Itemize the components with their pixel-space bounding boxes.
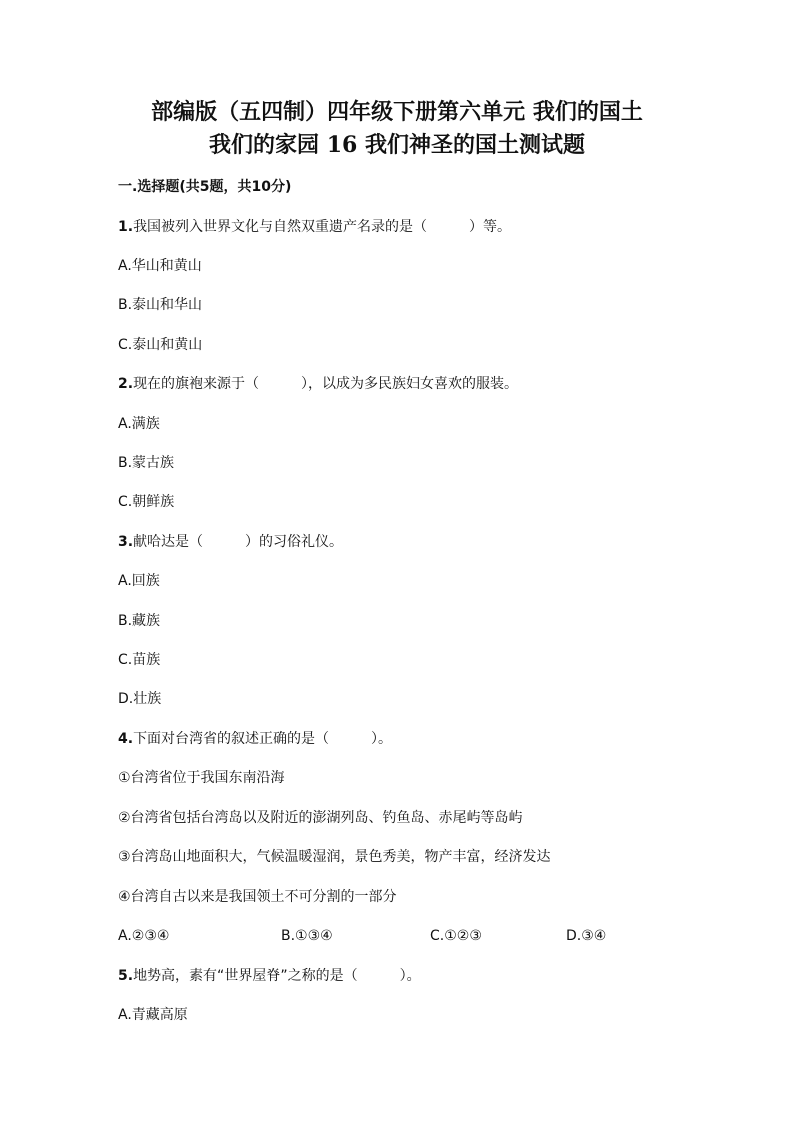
question-number: 5. bbox=[118, 968, 134, 984]
section-heading: 一.选择题(共5题，共10分) bbox=[118, 179, 292, 195]
question-number: 1. bbox=[118, 219, 134, 235]
option-2b: B.蒙古族 bbox=[118, 455, 175, 471]
option-4c: C.①②③ bbox=[430, 928, 482, 944]
statement-2: ②台湾省包括台湾岛以及附近的澎湖列岛、钓鱼岛、赤尾屿等岛屿 bbox=[118, 810, 523, 826]
option-1a: A.华山和黄山 bbox=[118, 258, 202, 274]
page-title-line-1: 部编版（五四制）四年级下册第六单元 我们的国土 bbox=[151, 99, 643, 125]
question-text: 现在的旗袍来源于（ ），以成为多民族妇女喜欢的服装。 bbox=[133, 376, 519, 392]
option-2a: A.满族 bbox=[118, 416, 160, 432]
question-1 bbox=[118, 217, 511, 237]
option-1b: B.泰山和华山 bbox=[118, 297, 203, 313]
option-4a: A.②③④ bbox=[118, 928, 170, 944]
statement-4: ④台湾自古以来是我国领土不可分割的一部分 bbox=[118, 889, 397, 905]
option-3a: A.回族 bbox=[118, 573, 160, 589]
question-text: 下面对台湾省的叙述正确的是（ ）。 bbox=[133, 731, 393, 747]
option-3d: D.壮族 bbox=[118, 691, 162, 707]
option-4b: B.①③④ bbox=[281, 928, 333, 944]
option-4d: D.③④ bbox=[566, 928, 607, 944]
option-1c: C.泰山和黄山 bbox=[118, 337, 203, 353]
option-3c: C.苗族 bbox=[118, 652, 161, 668]
question-4 bbox=[118, 729, 392, 749]
question-3 bbox=[118, 532, 343, 552]
question-text: 地势高，素有“世界屋脊”之称的是（ ）。 bbox=[133, 968, 421, 984]
question-number: 2. bbox=[118, 376, 134, 392]
question-2 bbox=[118, 374, 518, 394]
question-number: 4. bbox=[118, 731, 134, 747]
question-text: 献哈达是（ ）的习俗礼仪。 bbox=[133, 534, 344, 550]
question-5 bbox=[118, 966, 421, 986]
page-title-line-2: 我们的家园 16 我们神圣的国土测试题 bbox=[209, 132, 585, 158]
option-5a: A.青藏高原 bbox=[118, 1007, 188, 1023]
statement-3: ③台湾岛山地面积大，气候温暖湿润，景色秀美，物产丰富，经济发达 bbox=[118, 849, 551, 865]
statement-1: ①台湾省位于我国东南沿海 bbox=[118, 770, 285, 786]
option-2c: C.朝鲜族 bbox=[118, 494, 175, 510]
question-text: 我国被列入世界文化与自然双重遗产名录的是（ ）等。 bbox=[133, 219, 512, 235]
option-3b: B.藏族 bbox=[118, 613, 161, 629]
question-4-options bbox=[118, 926, 678, 946]
question-number: 3. bbox=[118, 534, 134, 550]
